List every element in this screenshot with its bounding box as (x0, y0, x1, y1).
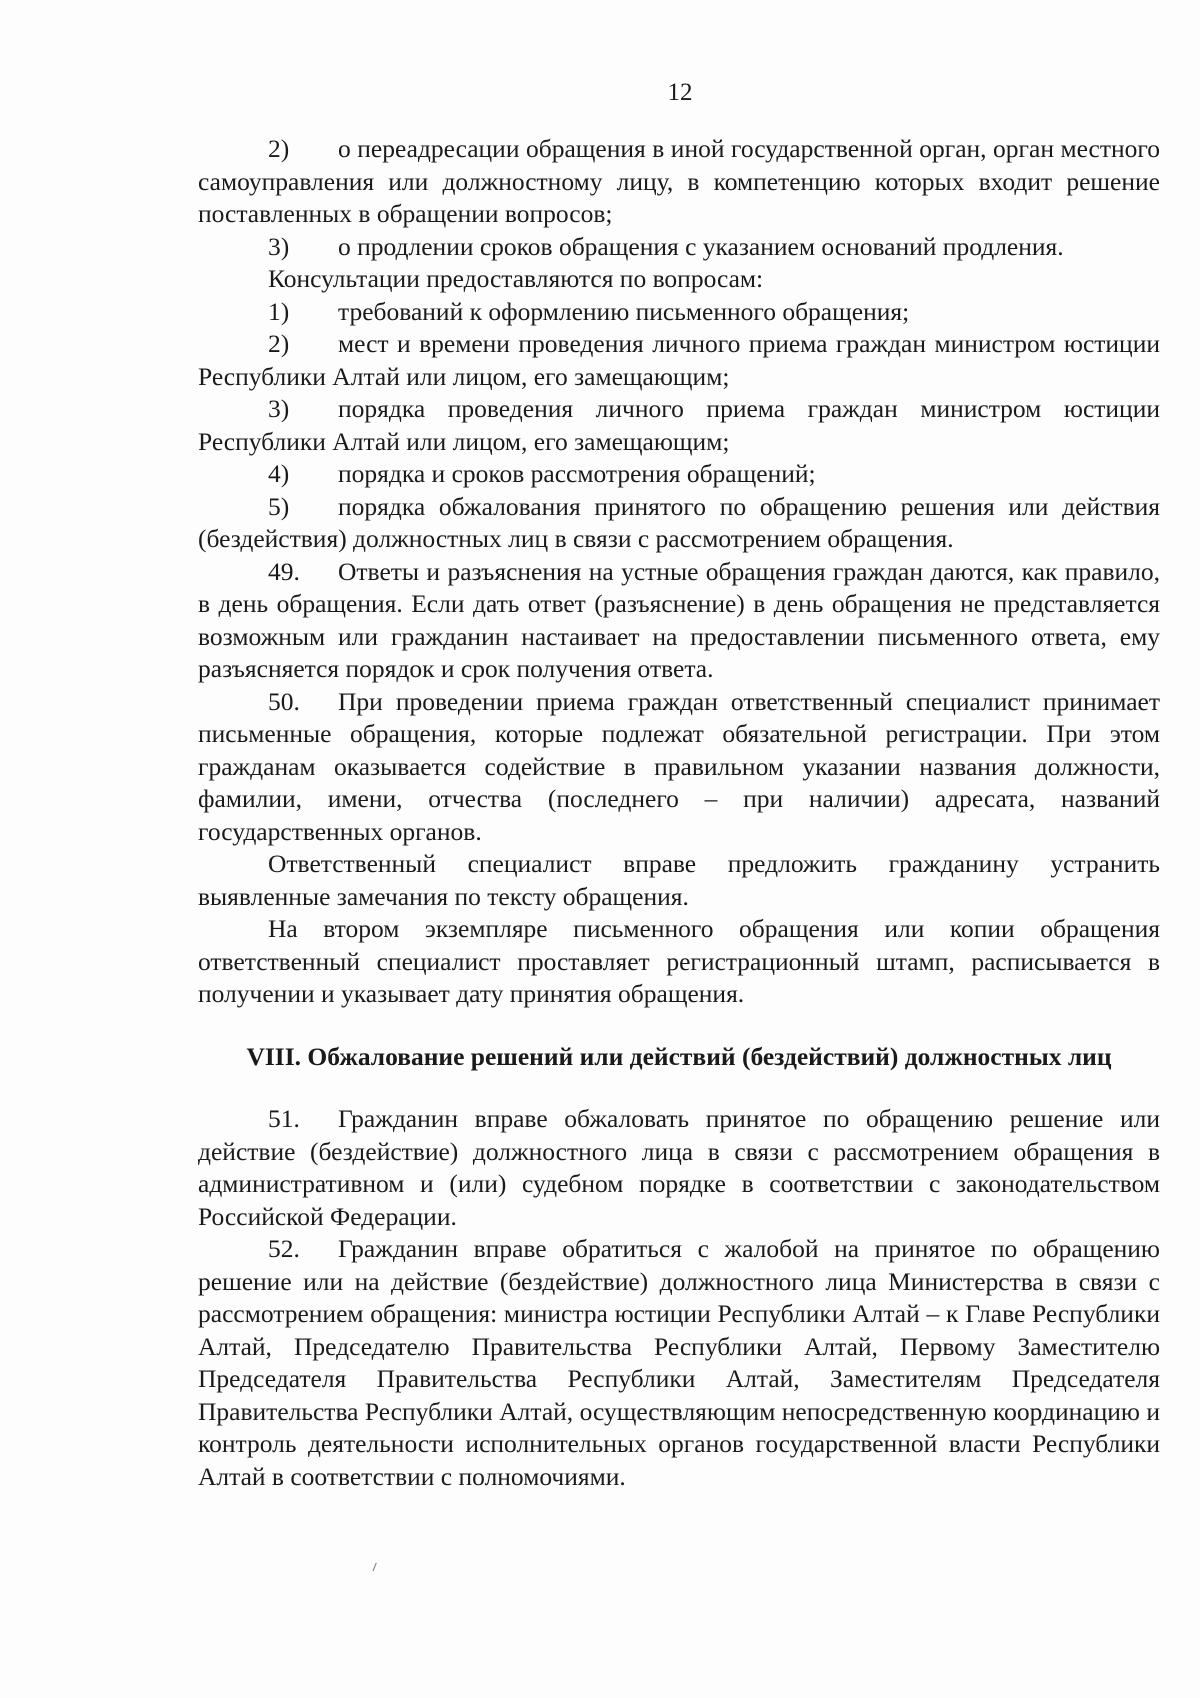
item-number: 5) (268, 491, 290, 521)
item-number: 3) (268, 231, 290, 261)
clause-50 (198, 686, 1160, 849)
scan-artifact (372, 1563, 379, 1573)
clause-text: Ответы и разъяснения на устные обращения граждан даются, как правило, в день обращения. Если дать ответ (разъяснение) в день обращения не представляется возможным или гражданин настаивает на предоставлении письменного ответа, ему разъясняется порядок и срок получения ответа. (198, 556, 1160, 683)
clause-number: 49. (268, 556, 300, 586)
item-text: порядка проведения личного приема граждан министром юстиции Республики Алтай или лицом, его замещающим; (198, 394, 1160, 456)
list-item (198, 328, 1160, 393)
clause-number: 52. (268, 1234, 300, 1263)
list-item (198, 393, 1160, 458)
paragraph: Ответственный специалист вправе предложить гражданину устранить выявленные замечания по тексту обращения. (198, 849, 1160, 911)
item-text: о переадресации обращения в иной государственной орган, орган местного самоуправления или должностному лицу, в компетенцию которых входит решение поставленных в обращении вопросов; (198, 134, 1160, 228)
paragraph: На втором экземпляре письменного обращения или копии обращения ответственный специалист проставляет регистрационный штамп, расписывается в получении и указывает дату принятия обращения. (198, 914, 1160, 1008)
item-number: 2) (268, 329, 290, 358)
document-body (198, 133, 1160, 1493)
item-text: порядка и сроков рассмотрения обращений; (338, 459, 816, 488)
item-text: о продлении сроков обращения с указанием оснований продления. (338, 231, 1064, 261)
clause-51 (198, 1103, 1160, 1233)
clause-text: Гражданин вправе обратиться с жалобой на принятое по обращению решение или на действие (бездействие) должностного лица Министерства в связи с рассмотрением обращения: министра юстиции Республики Алтай – к Главе Республики Алтай, Председателю Правительства Республики Алтай, Первому Заместителю Председателя Правительства Республики Алтай, Заместителям Председателя Правительства Республики Алтай, осуществляющим непосредственную координацию и контроль деятельности исполнительных органов государственной власти Республики Алтай в соответствии с полномочиями. (198, 1234, 1160, 1491)
list-item (198, 296, 1160, 329)
item-text: порядка обжалования принятого по обращению решения или действия (бездействия) должностных лиц в связи с рассмотрением обращения. (198, 491, 1160, 553)
clause-number: 50. (268, 686, 300, 716)
paragraph: Консультации предоставляются по вопросам: (268, 264, 764, 293)
clause-number: 51. (268, 1104, 300, 1133)
item-text: требований к оформлению письменного обращения; (338, 296, 910, 326)
list-item (198, 133, 1160, 231)
item-number: 2) (268, 134, 290, 163)
section-heading: VIII. Обжалование решений или действий (бездействий) должностных лиц (246, 1041, 1112, 1071)
list-item (198, 491, 1160, 556)
clause-49 (198, 556, 1160, 686)
item-number: 1) (268, 296, 290, 326)
clause-text: При проведении приема граждан ответственный специалист принимает письменные обращения, которые подлежат обязательной регистрации. При этом гражданам оказывается содействие в правильном указании названия должности, фамилии, имени, отчества (последнего – при наличии) адресата, названий государственных органов. (198, 686, 1160, 846)
item-number: 4) (268, 459, 290, 488)
item-number: 3) (268, 394, 290, 423)
list-item (198, 231, 1160, 264)
clause-text: Гражданин вправе обжаловать принятое по обращению решение или действие (бездействие) должностного лица в связи с рассмотрением обращения в административном и (или) судебном порядке в соответствии с законодательством Российской Федерации. (198, 1104, 1160, 1231)
list-item (198, 458, 1160, 491)
item-text: мест и времени проведения личного приема граждан министром юстиции Республики Алтай или лицом, его замещающим; (198, 329, 1160, 391)
clause-52 (198, 1233, 1160, 1493)
page-number: 12 (667, 79, 693, 106)
